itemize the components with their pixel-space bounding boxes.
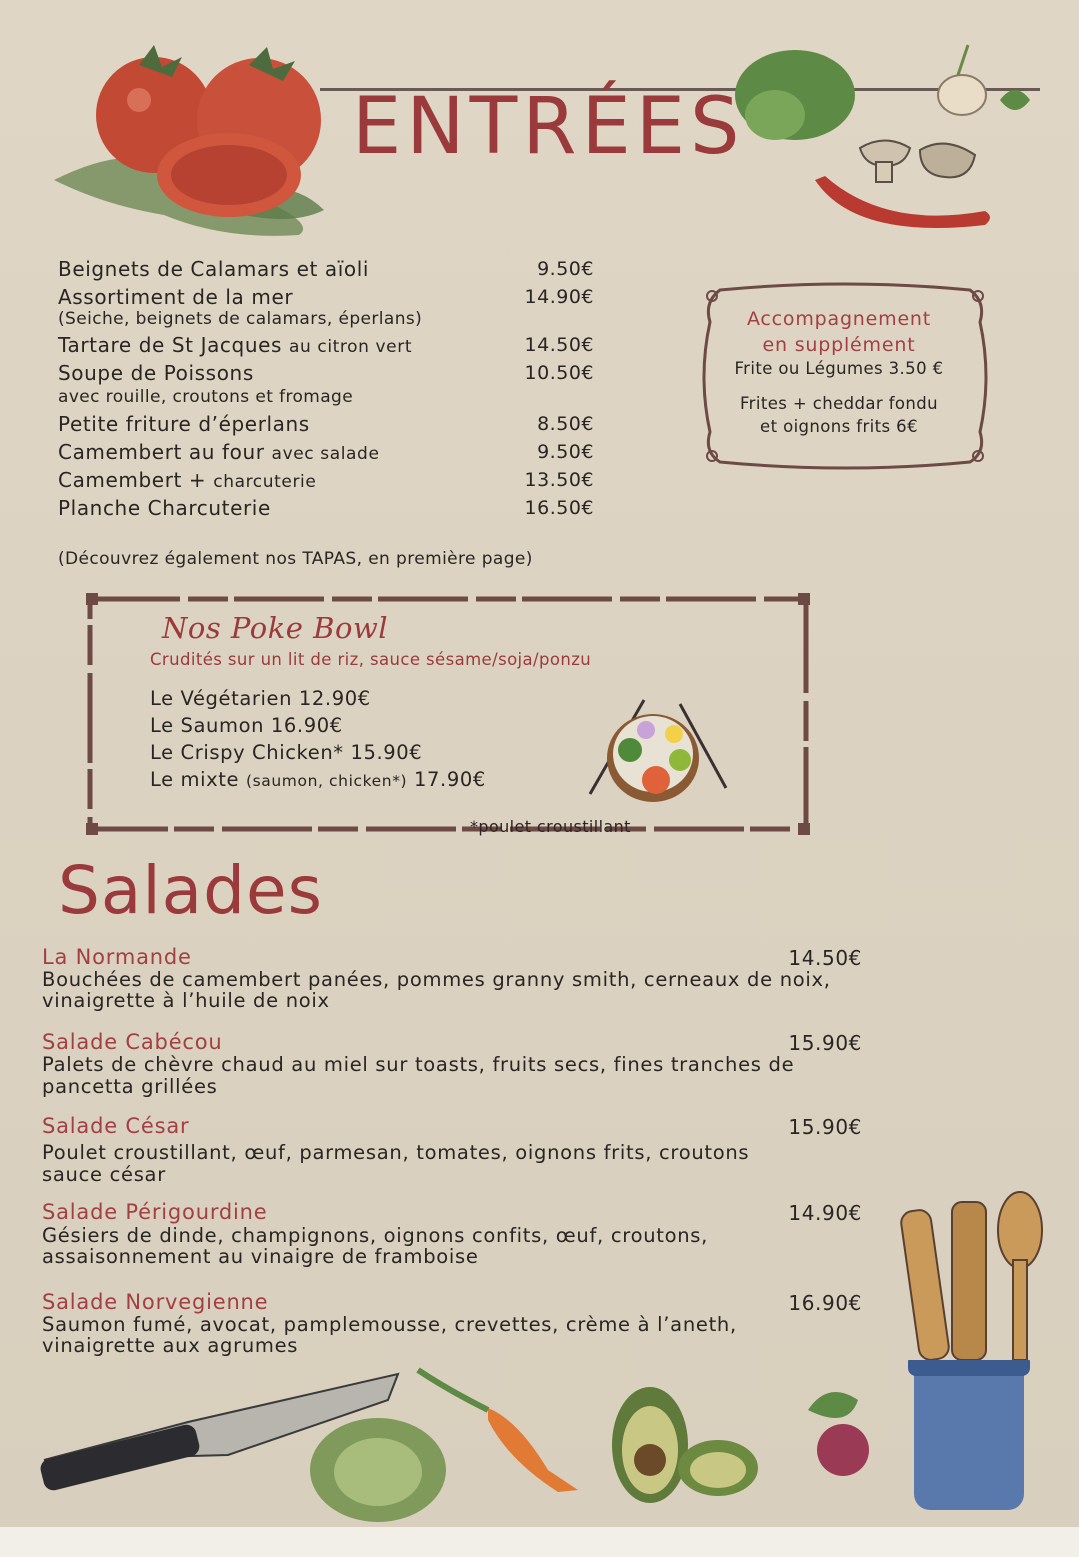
entree-item: Beignets de Calamars et aïoli bbox=[58, 257, 370, 281]
entree-description: avec rouille, croutons et fromage bbox=[58, 387, 354, 407]
poke-bowl-title: Nos Poke Bowl bbox=[162, 611, 389, 645]
bottom-bar bbox=[0, 1527, 1079, 1557]
entree-item: Camembert + charcuterie bbox=[58, 468, 317, 492]
poke-item: Le mixte (saumon, chicken*) 17.90€ bbox=[150, 768, 486, 791]
entree-item: Petite friture d’éperlans bbox=[58, 412, 310, 436]
salade-name: La Normande bbox=[42, 945, 192, 969]
entree-price: 8.50€ bbox=[537, 413, 594, 435]
salade-price: 14.90€ bbox=[788, 1201, 862, 1225]
entree-item: Soupe de Poissons bbox=[58, 361, 254, 385]
salade-price: 16.90€ bbox=[788, 1291, 862, 1315]
entrees-title: ENTRÉES bbox=[352, 82, 745, 172]
entree-item: Camembert au four avec salade bbox=[58, 440, 380, 464]
salade-name: Salade Périgourdine bbox=[42, 1200, 268, 1224]
poke-item: Le Végétarien 12.90€ bbox=[150, 687, 371, 710]
salade-description: Palets de chèvre chaud au miel sur toasts, fruits secs, fines tranches de bbox=[42, 1053, 795, 1076]
salade-price: 15.90€ bbox=[788, 1115, 862, 1139]
accompagnement-line: Frite ou Légumes 3.50 € bbox=[734, 359, 944, 378]
salade-price: 15.90€ bbox=[788, 1031, 862, 1055]
poke-bowl-subtitle: Crudités sur un lit de riz, sauce sésame/soja/ponzu bbox=[150, 650, 592, 669]
salades-title: Salades bbox=[58, 852, 324, 929]
entree-description: (Seiche, beignets de calamars, éperlans) bbox=[58, 309, 423, 329]
salade-name: Salade Norvegienne bbox=[42, 1290, 269, 1314]
salade-name: Salade Cabécou bbox=[42, 1030, 223, 1054]
accompagnement-subtitle: en supplément bbox=[762, 334, 916, 356]
entree-price: 10.50€ bbox=[524, 362, 594, 384]
salade-description: sauce césar bbox=[42, 1163, 166, 1186]
accompagnement-title: Accompagnement bbox=[746, 308, 932, 330]
kitchen-decor-illustration bbox=[38, 1360, 1048, 1527]
salade-description: Saumon fumé, avocat, pamplemousse, crevettes, crème à l’aneth, bbox=[42, 1313, 737, 1336]
entree-price: 13.50€ bbox=[524, 469, 594, 491]
poke-item: Le Saumon 16.90€ bbox=[150, 714, 343, 737]
salade-name: Salade César bbox=[42, 1114, 190, 1138]
entree-item: Assortiment de la mer bbox=[58, 285, 294, 309]
tomatoes-icon bbox=[44, 30, 344, 240]
salade-description: Poulet croustillant, œuf, parmesan, tomates, oignons frits, croutons bbox=[42, 1141, 750, 1164]
salade-description: Bouchées de camembert panées, pommes granny smith, cerneaux de noix, bbox=[42, 968, 831, 991]
salade-price: 14.50€ bbox=[788, 946, 862, 970]
salade-description: pancetta grillées bbox=[42, 1075, 218, 1098]
salade-description: assaisonnement au vinaigre de framboise bbox=[42, 1245, 479, 1268]
accompagnement-line: et oignons frits 6€ bbox=[760, 417, 918, 436]
wooden-spoons-icon bbox=[880, 1190, 1060, 1360]
poke-bowl-icon bbox=[588, 698, 728, 804]
salade-description: Gésiers de dinde, champignons, oignons confits, œuf, croutons, bbox=[42, 1224, 709, 1247]
salade-description: vinaigrette aux agrumes bbox=[42, 1334, 299, 1357]
vegetables-icon bbox=[730, 40, 1050, 270]
salade-description: vinaigrette à l’huile de noix bbox=[42, 989, 330, 1012]
tapas-note: (Découvrez également nos TAPAS, en première page) bbox=[58, 549, 533, 569]
entree-price: 14.50€ bbox=[524, 334, 594, 356]
accompagnement-line: Frites + cheddar fondu bbox=[739, 394, 939, 413]
entree-price: 9.50€ bbox=[537, 258, 594, 280]
entree-price: 14.90€ bbox=[524, 286, 594, 308]
entree-price: 9.50€ bbox=[537, 441, 594, 463]
entree-item: Planche Charcuterie bbox=[58, 496, 271, 520]
poke-item: Le Crispy Chicken* 15.90€ bbox=[150, 741, 423, 764]
entree-item: Tartare de St Jacques au citron vert bbox=[58, 333, 413, 357]
poke-footnote: *poulet croustillant bbox=[470, 817, 631, 836]
entree-price: 16.50€ bbox=[524, 497, 594, 519]
